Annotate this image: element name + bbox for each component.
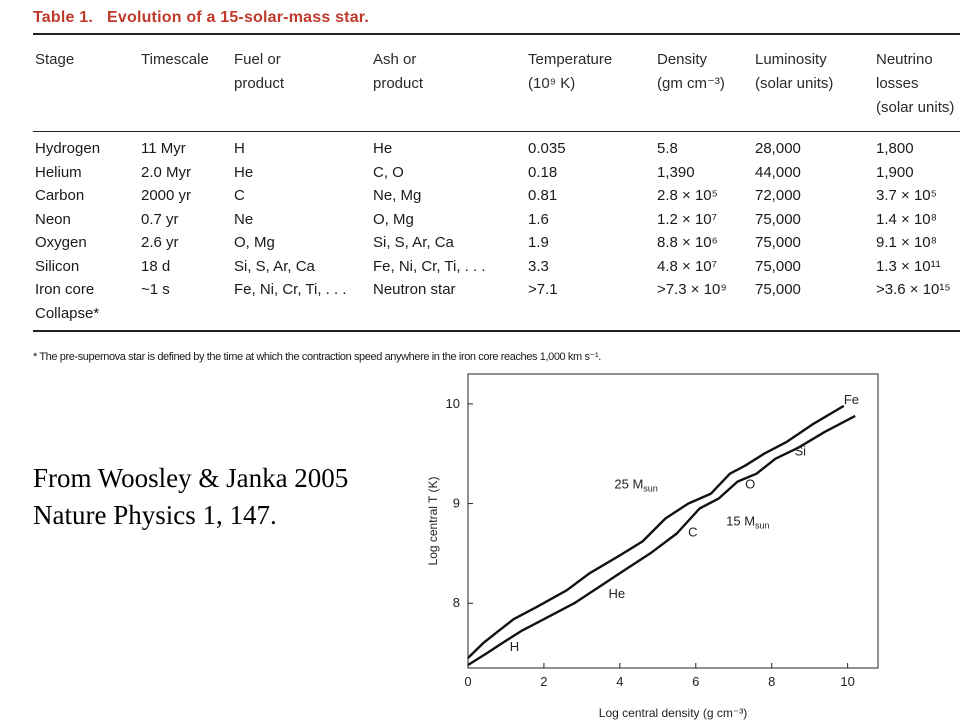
table-number: Table 1.	[33, 9, 93, 26]
cell-stage: Collapse*	[35, 304, 100, 322]
header-neutrino-line-0: Neutrino	[876, 51, 933, 68]
cell-neutrino: 3.7 × 10⁵	[876, 187, 937, 204]
stage-label-o: O	[745, 476, 756, 492]
cell-temperature: 0.18	[528, 163, 558, 181]
cell-ash: Si, S, Ar, Ca	[373, 234, 454, 251]
cell-stage: Neon	[35, 210, 71, 228]
header-ash-line-0: Ash or	[373, 51, 417, 68]
cell-luminosity: 75,000	[755, 257, 801, 275]
cell-timescale: 11 Myr	[141, 140, 186, 157]
cell-fuel: H	[234, 140, 245, 157]
cell-fuel: Fe, Ni, Cr, Ti, . . .	[234, 281, 347, 298]
header-fuel-line-1: product	[234, 75, 285, 92]
cell-fuel: O, Mg	[234, 234, 275, 251]
x-tick-label: 2	[540, 674, 548, 689]
cell-density: 1,390	[657, 163, 695, 181]
x-tick-label: 10	[840, 674, 855, 689]
series-label-0: 25 $M_{sun}$	[614, 476, 658, 494]
table-bottom-rule	[33, 330, 960, 332]
header-luminosity-line-0: Luminosity	[755, 51, 827, 68]
header-density-line-0: Density	[657, 51, 708, 68]
stage-label-c: C	[688, 524, 698, 540]
header-ash-line-1: product	[373, 75, 424, 92]
cell-luminosity: 75,000	[755, 210, 801, 228]
y-tick-label: 10	[445, 395, 460, 411]
x-tick-label: 0	[464, 674, 472, 689]
cell-stage: Silicon	[35, 257, 80, 275]
x-tick-label: 4	[616, 674, 624, 689]
cell-luminosity: 28,000	[755, 140, 801, 157]
cell-luminosity: 75,000	[755, 281, 801, 298]
cell-density: >7.3 × 10⁹	[657, 281, 727, 298]
header-temperature-line-0: Temperature	[528, 51, 613, 68]
stage-label-he: He	[608, 586, 626, 602]
cell-neutrino: >3.6 × 10¹⁵	[876, 281, 951, 298]
cell-neutrino: 1.4 × 10⁸	[876, 210, 937, 228]
table-header-rule	[33, 131, 960, 132]
cell-neutrino: 1,800	[876, 140, 914, 157]
cell-ash: Neutron star	[373, 281, 456, 298]
header-neutrino-line-1: losses	[876, 75, 919, 92]
cell-density: 4.8 × 10⁷	[657, 257, 718, 275]
cell-density: 8.8 × 10⁶	[657, 234, 718, 251]
cell-ash: Fe, Ni, Cr, Ti, . . .	[373, 257, 486, 275]
table-top-rule	[33, 33, 960, 35]
stage-label-si: Si	[794, 443, 807, 459]
cell-timescale: 2.6 yr	[141, 234, 179, 251]
header-timescale-line-0: Timescale	[141, 51, 209, 68]
cell-density: 1.2 × 10⁷	[657, 210, 718, 228]
cell-timescale: ~1 s	[141, 281, 170, 298]
cell-luminosity: 72,000	[755, 187, 801, 204]
series-line-25msun	[468, 406, 844, 658]
cell-fuel: He	[234, 163, 254, 181]
header-luminosity-line-1: (solar units)	[755, 75, 834, 92]
cell-density: 2.8 × 10⁵	[657, 187, 718, 204]
cell-density: 5.8	[657, 140, 678, 157]
cell-temperature: 3.3	[528, 257, 549, 275]
y-axis-label: Log central T (K)	[426, 476, 440, 566]
series-label-1: 15 $M_{sun}$	[726, 513, 770, 531]
header-stage-line-0: Stage	[35, 51, 75, 68]
cell-temperature: 0.81	[528, 187, 558, 204]
cell-neutrino: 9.1 × 10⁸	[876, 234, 937, 251]
evolution-chart	[420, 372, 880, 720]
cell-timescale: 18 d	[141, 257, 171, 275]
stage-label-fe: Fe	[843, 391, 860, 407]
cell-fuel: Ne	[234, 210, 254, 228]
table-caption	[33, 9, 369, 27]
plot-frame	[468, 374, 878, 668]
header-temperature-line-1: (10⁹ K)	[528, 75, 576, 92]
cell-stage: Hydrogen	[35, 140, 101, 157]
cell-stage: Iron core	[35, 281, 95, 298]
x-tick-label: 6	[692, 674, 700, 689]
stage-label-h: H	[509, 639, 520, 655]
x-tick-label: 8	[768, 674, 776, 689]
citation-credit: From Woosley & Janka 2005 Nature Physics 1, 147.	[33, 463, 349, 530]
cell-temperature: 1.6	[528, 210, 549, 228]
cell-timescale: 2000 yr	[141, 187, 192, 204]
table-title: Evolution of a 15-solar-mass star.	[107, 9, 369, 26]
x-axis-label: Log central density (g cm⁻³)	[598, 706, 748, 720]
cell-fuel: Si, S, Ar, Ca	[234, 257, 315, 275]
cell-stage: Oxygen	[35, 234, 87, 251]
header-density-line-1: (gm cm⁻³)	[657, 75, 725, 92]
y-tick-label: 9	[452, 495, 460, 511]
header-neutrino-line-2: (solar units)	[876, 99, 955, 116]
cell-ash: O, Mg	[373, 210, 414, 228]
cell-stage: Carbon	[35, 187, 85, 204]
cell-ash: He	[373, 140, 393, 157]
cell-temperature: >7.1	[528, 281, 558, 298]
cell-timescale: 0.7 yr	[141, 210, 179, 228]
cell-stage: Helium	[35, 163, 82, 181]
cell-luminosity: 44,000	[755, 163, 801, 181]
cell-neutrino: 1,900	[876, 163, 914, 181]
cell-fuel: C	[234, 187, 245, 204]
cell-temperature: 1.9	[528, 234, 549, 251]
cell-temperature: 0.035	[528, 140, 566, 157]
y-tick-label: 8	[452, 595, 460, 611]
cell-ash: C, O	[373, 163, 404, 181]
header-fuel-line-0: Fuel or	[234, 51, 281, 68]
table-footnote: * The pre-supernova star is defined by the time at which the contraction speed anywhere in the iron core reaches 1,000 km s⁻¹.	[33, 351, 601, 363]
cell-timescale: 2.0 Myr	[141, 163, 192, 181]
cell-ash: Ne, Mg	[373, 187, 422, 204]
cell-neutrino: 1.3 × 10¹¹	[876, 257, 941, 275]
cell-luminosity: 75,000	[755, 234, 801, 251]
